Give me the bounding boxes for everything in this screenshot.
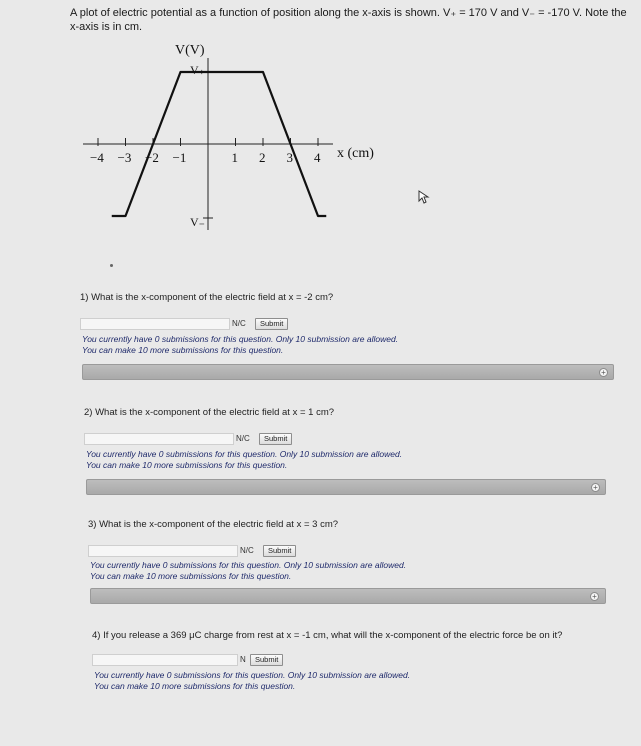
x-tick-label: 3: [286, 150, 293, 165]
question-3-text: 3) What is the x-component of the electric field at x = 3 cm?: [88, 519, 339, 530]
question-1-unit: N/C: [232, 319, 246, 328]
question-4-info-line-2: You can make 10 more submissions for this question.: [94, 681, 296, 691]
question-4-submit-button[interactable]: Submit: [250, 654, 283, 666]
question-2-info-line-1: You currently have 0 submissions for this question. Only 10 submission are allowed.: [86, 449, 403, 459]
question-1-submit-button[interactable]: Submit: [255, 318, 288, 330]
x-tick-label: −2: [145, 150, 159, 165]
question-3-info-line-1: You currently have 0 submissions for this question. Only 10 submission are allowed.: [90, 560, 407, 570]
question-3-submit-button[interactable]: Submit: [263, 545, 296, 557]
stray-dot: [110, 264, 113, 267]
question-1-help-bar[interactable]: [82, 364, 614, 380]
question-2: [0, 403, 641, 523]
question-4-unit: N: [240, 655, 246, 664]
question-1-text: 1) What is the x-component of the electric field at x = -2 cm?: [80, 292, 334, 303]
x-tick-label: 4: [314, 150, 321, 165]
question-3-help-bar[interactable]: [90, 588, 606, 604]
mouse-cursor-icon: [418, 190, 430, 204]
question-4: [0, 626, 641, 746]
question-1-expand-plus-icon[interactable]: +: [599, 368, 608, 377]
question-4-answer-input[interactable]: [92, 654, 238, 666]
question-3-unit: N/C: [240, 546, 254, 555]
question-2-answer-input[interactable]: [84, 433, 234, 445]
question-2-expand-plus-icon[interactable]: +: [591, 483, 600, 492]
question-4-info-line-1: You currently have 0 submissions for this question. Only 10 submission are allowed.: [94, 670, 411, 680]
y-axis-label: V(V): [175, 43, 205, 58]
v-plus-label: V₊: [190, 63, 205, 77]
question-1-info-line-1: You currently have 0 submissions for this question. Only 10 submission are allowed.: [82, 334, 399, 344]
potential-plot-svg: [75, 40, 420, 260]
question-2-info-line-2: You can make 10 more submissions for this question.: [86, 460, 288, 470]
x-tick-label: −4: [90, 150, 104, 165]
question-4-text: 4) If you release a 369 μC charge from rest at x = -1 cm, what will the x-component of the electric force be on it?: [92, 630, 563, 641]
x-tick-label: 1: [231, 150, 238, 165]
question-3-expand-plus-icon[interactable]: +: [590, 592, 599, 601]
question-2-submit-button[interactable]: Submit: [259, 433, 292, 445]
x-tick-label: −1: [172, 150, 187, 165]
question-1: [0, 288, 641, 408]
question-2-text: 2) What is the x-component of the electric field at x = 1 cm?: [84, 407, 335, 418]
x-ticks: [90, 138, 321, 165]
potential-plot: [75, 40, 420, 260]
x-tick-label: −3: [117, 150, 132, 165]
question-3-info-line-2: You can make 10 more submissions for this question.: [90, 571, 292, 581]
problem-statement: A plot of electric potential as a function of position along the x-axis is shown. V₊ = 170 V and V₋ = -170 V. Note the x-axis is in cm.: [70, 7, 627, 33]
v-minus-label: V₋: [190, 215, 205, 229]
question-1-info-line-2: You can make 10 more submissions for this question.: [82, 345, 284, 355]
question-3: [0, 515, 641, 635]
question-3-answer-input[interactable]: [88, 545, 238, 557]
x-tick-label: 2: [259, 150, 266, 165]
question-2-unit: N/C: [236, 434, 250, 443]
question-1-answer-input[interactable]: [80, 318, 230, 330]
x-axis-label: x (cm): [337, 146, 374, 161]
question-2-help-bar[interactable]: [86, 479, 606, 495]
